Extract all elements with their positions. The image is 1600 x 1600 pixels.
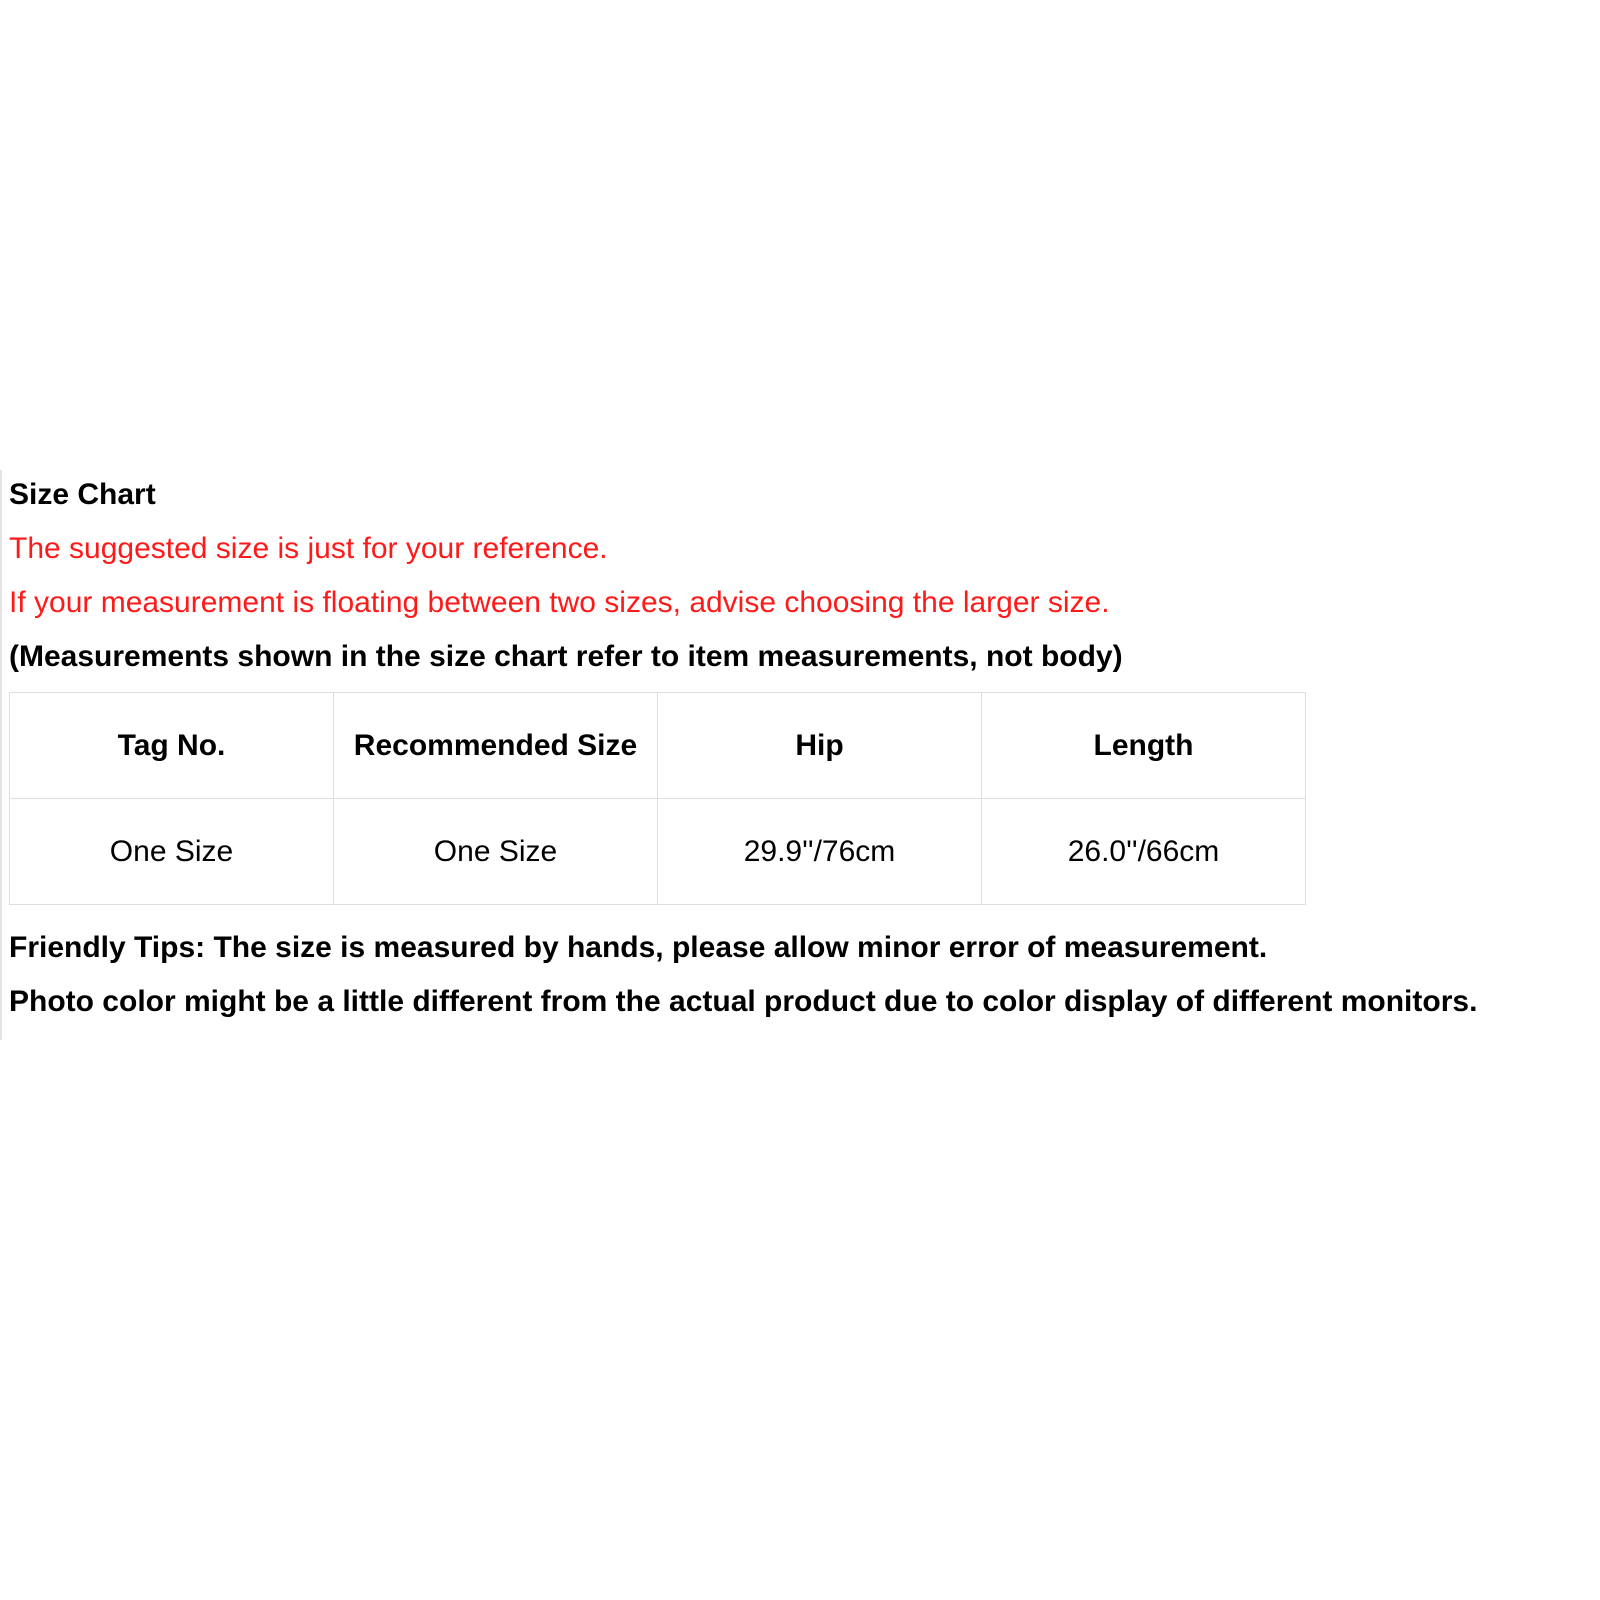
- photo-color-note: Photo color might be a little different from the actual product due to color display of different monitors.: [9, 985, 1478, 1018]
- table-header-row: [10, 693, 1306, 799]
- column-header-length: Length: [982, 693, 1306, 799]
- size-chart-title: Size Chart: [9, 478, 156, 511]
- reference-note: The suggested size is just for your reference.: [9, 532, 608, 565]
- column-header-recommended-size: Recommended Size: [334, 693, 658, 799]
- size-table: [9, 692, 1306, 905]
- table-row: [10, 799, 1306, 905]
- measurement-note: (Measurements shown in the size chart refer to item measurements, not body): [9, 640, 1123, 673]
- column-header-tag-no: Tag No.: [10, 693, 334, 799]
- cell-tag-no: One Size: [10, 799, 334, 905]
- cell-recommended-size: One Size: [334, 799, 658, 905]
- larger-size-advice: If your measurement is floating between two sizes, advise choosing the larger size.: [9, 586, 1110, 619]
- friendly-tip: Friendly Tips: The size is measured by hands, please allow minor error of measurement.: [9, 931, 1268, 964]
- column-header-hip: Hip: [658, 693, 982, 799]
- size-chart-section: [0, 470, 1600, 1040]
- cell-length: 26.0''/66cm: [982, 799, 1306, 905]
- cell-hip: 29.9''/76cm: [658, 799, 982, 905]
